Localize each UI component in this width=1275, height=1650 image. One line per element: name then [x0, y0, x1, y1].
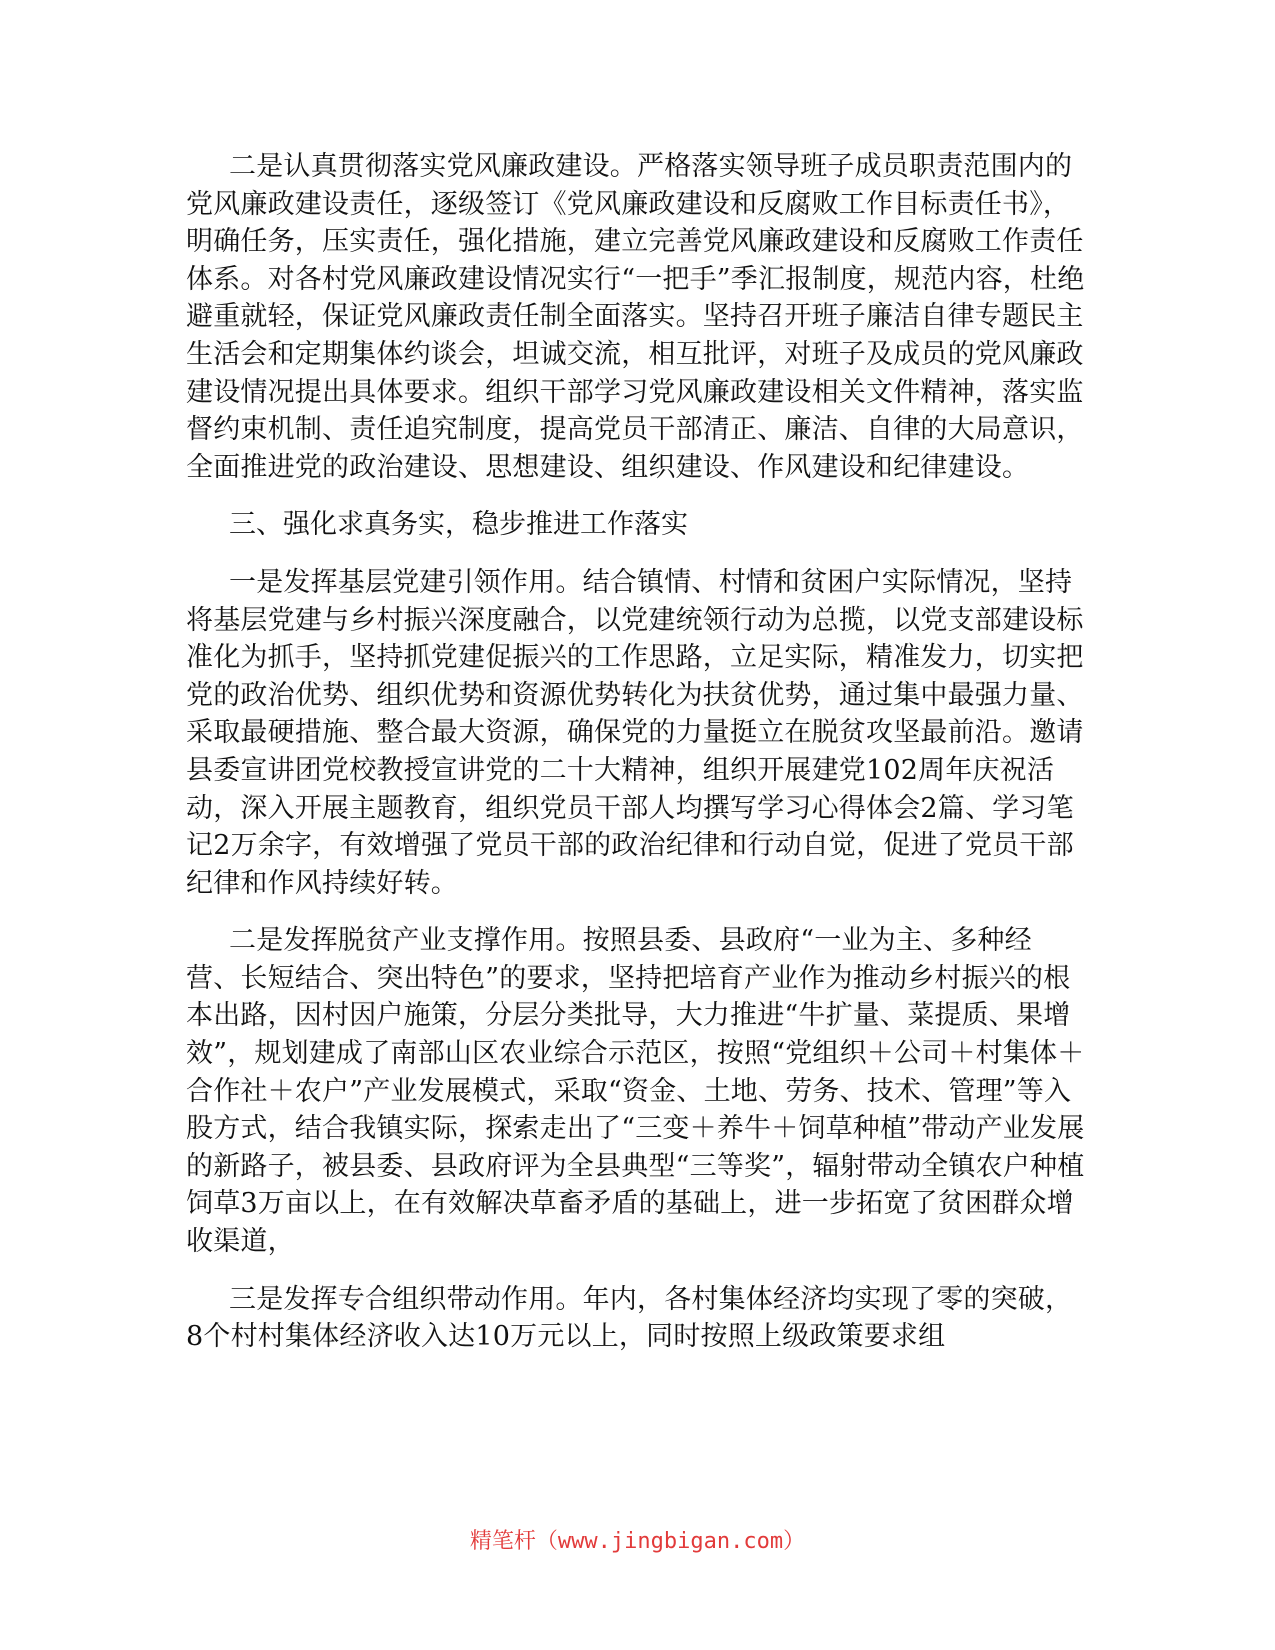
paragraph-cooperative-organizations: 三是发挥专合组织带动作用。年内，各村集体经济均实现了零的突破，8个村村集体经济收入达10万元以上，同时按照上级政策要求组	[186, 1283, 1073, 1353]
paragraph-party-conduct: 二是认真贯彻落实党风廉政建设。严格落实领导班子成员职责范围内的党风廉政建设责任，逐级签订《党风廉政建设和反腐败工作目标责任书》，明确任务，压实责任，强化措施，建立完善党风廉政建设和反腐败工作责任体系。对各村党风廉政建设情况实行“一把手”季汇报制度，规范内容，杜绝避重就轻，保证党风廉政责任制全面落实。坚持召开班子廉洁自律专题民主生活会和定期集体约谈会，坦诚交流，相互批评，对班子及成员的党风廉政建设情况提出具体要求。组织干部学习党风廉政建设相关文件精神，落实监督约束机制、责任追究制度，提高党员干部清正、廉洁、自律的大局意识，全面推进党的政治建设、思想建设、组织建设、作风建设和纪律建设。	[186, 151, 1085, 483]
paragraph-poverty-industry: 二是发挥脱贫产业支撑作用。按照县委、县政府“一业为主、多种经营、长短结合、突出特色”的要求，坚持把培育产业作为推动乡村振兴的根本出路，因村因户施策，分层分类批导，大力推进“牛扩量、菜提质、果增效”，规划建成了南部山区农业综合示范区，按照“党组织＋公司＋村集体＋合作社＋农户”产业发展模式，采取“资金、土地、劳务、技术、管理”等入股方式，结合我镇实际，探索走出了“三变＋养牛＋饲草种植”带动产业发展的新路子，被县委、县政府评为全县典型“三等奖”，辐射带动全镇农户种植饲草3万亩以上，在有效解决草畜矛盾的基础上，进一步拓宽了贫困群众增收渠道，	[186, 925, 1085, 1258]
document-body	[186, 148, 1086, 1376]
section-heading-three: 三、强化求真务实，稳步推进工作落实	[229, 509, 688, 541]
paragraph-grassroots-party-building: 一是发挥基层党建引领作用。结合镇情、村情和贫困户实际情况，坚持将基层党建与乡村振兴深度融合，以党建统领行动为总揽，以党支部建设标准化为抓手，坚持抓党建促振兴的工作思路，立足实际，精准发力，切实把党的政治优势、组织优势和资源优势转化为扶贫优势，通过集中最强力量、采取最硬措施、整合最大资源，确保党的力量挺立在脱贫攻坚最前沿。邀请县委宣讲团党校教授宣讲党的二十大精神，组织开展建党102周年庆祝活动，深入开展主题教育，组织党员干部人均撰写学习心得体会2篇、学习笔记2万余字，有效增强了党员干部的政治纪律和行动自觉，促进了党员干部纪律和作风持续好转。	[186, 566, 1084, 899]
footer-watermark: 精笔杆（www.jingbigan.com）	[469, 1529, 806, 1554]
